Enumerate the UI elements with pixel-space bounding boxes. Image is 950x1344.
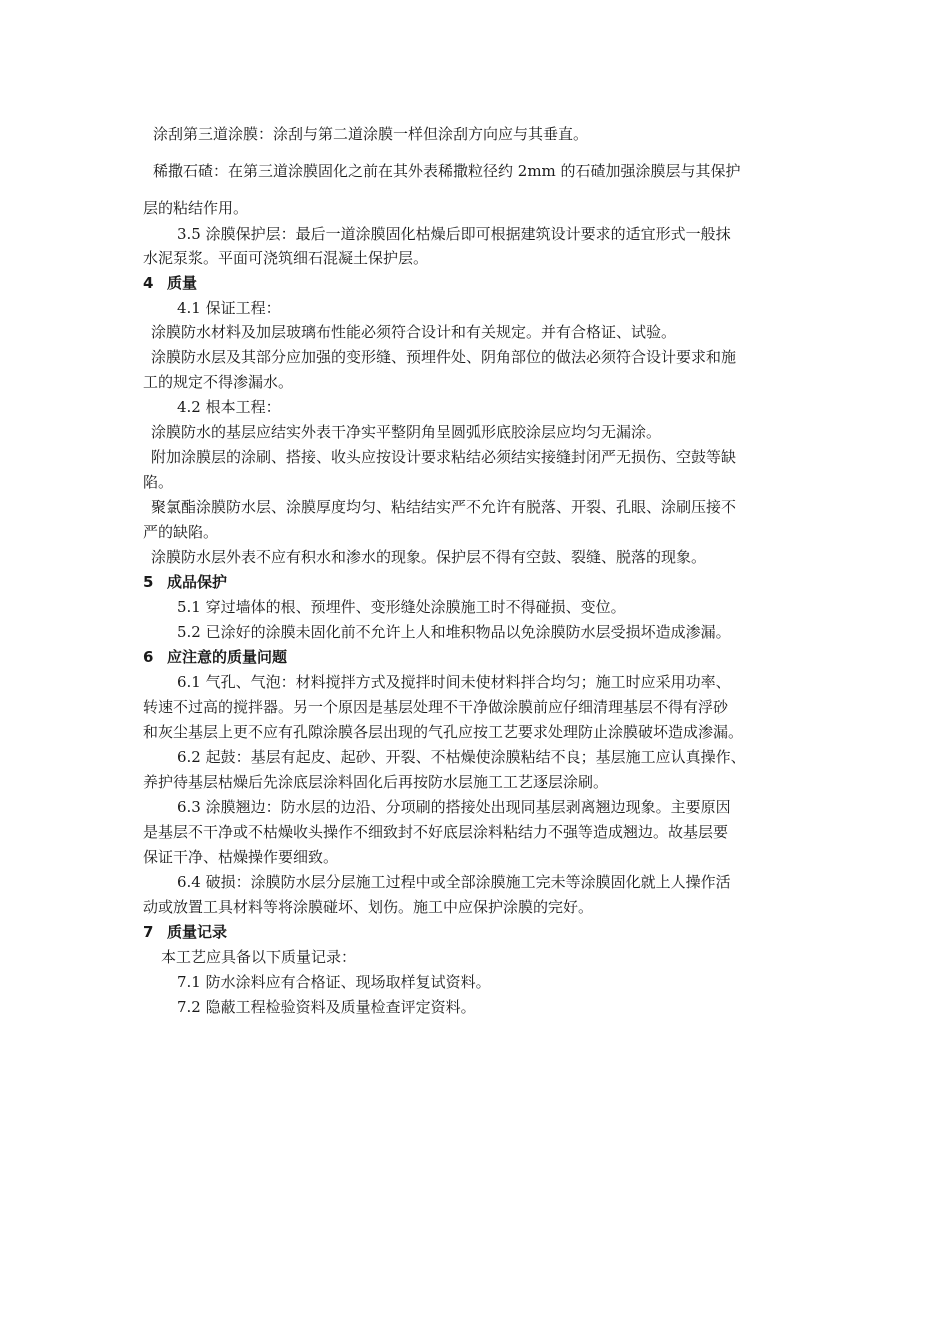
- subsection-6-1-line2: 转速不过高的搅拌器。另一个原因是基层处理不干净做涂膜前应仔细清理基层不得有浮砂: [143, 698, 729, 716]
- paragraph-gravel-line1: 稀撒石碴：在第三道涂膜固化之前在其外表稀撒粒径约 2mm 的石碴加强涂膜层与其保护: [153, 162, 741, 180]
- subsection-6-2-line1: 6.2 起鼓：基层有起皮、起砂、开裂、不枯燥使涂膜粘结不良；基层施工应认真操作、: [177, 748, 746, 766]
- section-title: 成品保护: [167, 573, 228, 591]
- paragraph-protective-layer-line2: 水泥泵浆。平面可浇筑细石混凝土保护层。: [143, 249, 429, 267]
- paragraph-4-1-b-line2: 工的规定不得渗漏水。: [143, 373, 294, 391]
- subsection-6-1-line1: 6.1 气孔、气泡：材料搅拌方式及搅拌时间未使材料拌合均匀；施工时应采用功率、: [177, 673, 731, 691]
- paragraph-4-2-b-line2: 陷。: [143, 473, 174, 491]
- section-title: 质量记录: [167, 923, 228, 941]
- paragraph-4-2-a: 涂膜防水的基层应结实外表干净实平整阴角呈圆弧形底胶涂层应均匀无漏涂。: [151, 423, 662, 441]
- subsection-4-1: 4.1 保证工程：: [177, 299, 281, 317]
- section-heading-7: [143, 922, 227, 942]
- subsection-4-2: 4.2 根本工程：: [177, 398, 281, 416]
- section-number: 4: [143, 274, 154, 292]
- subsection-7-2: 7.2 隐蔽工程检验资料及质量检查评定资料。: [177, 998, 476, 1016]
- section-title: 应注意的质量问题: [167, 648, 288, 666]
- paragraph-gravel-line2: 层的粘结作用。: [143, 199, 249, 217]
- paragraph-4-2-c-line2: 严的缺陷。: [143, 523, 219, 541]
- section-heading-6: [143, 647, 287, 667]
- paragraph-4-2-c-line1: 聚氯酯涂膜防水层、涂膜厚度均匀、粘结结实严不允许有脱落、开裂、孔眼、涂刷压接不: [151, 498, 737, 516]
- section-title: 质量: [167, 274, 198, 292]
- paragraph-third-coat: 涂刮第三道涂膜：涂刮与第二道涂膜一样但涂刮方向应与其垂直。: [153, 125, 589, 143]
- paragraph-7-intro: 本工艺应具备以下质量记录：: [161, 948, 357, 966]
- paragraph-4-2-b-line1: 附加涂膜层的涂刷、搭接、收头应按设计要求粘结必须结实接缝封闭严无损伤、空鼓等缺: [151, 448, 737, 466]
- section-heading-4: [143, 273, 197, 293]
- subsection-6-3-line2: 是基层不干净或不枯燥收头操作不细致封不好底层涂料粘结力不强等造成翘边。故基层要: [143, 823, 729, 841]
- section-number: 7: [143, 923, 154, 941]
- subsection-5-2: 5.2 已涂好的涂膜未固化前不允许上人和堆积物品以免涂膜防水层受损坏造成渗漏。: [177, 623, 731, 641]
- subsection-6-2-line2: 养护待基层枯燥后先涂底层涂料固化后再按防水层施工工艺逐层涂刷。: [143, 773, 609, 791]
- paragraph-4-1-b-line1: 涂膜防水层及其部分应加强的变形缝、预埋件处、阴角部位的做法必须符合设计要求和施: [151, 348, 737, 366]
- subsection-5-1: 5.1 穿过墙体的根、预埋件、变形缝处涂膜施工时不得碰损、变位。: [177, 598, 626, 616]
- subsection-6-1-line3: 和灰尘基层上更不应有孔隙涂膜各层出现的气孔应按工艺要求处理防止涂膜破坏造成渗漏。: [143, 723, 744, 741]
- subsection-6-4-line2: 动或放置工具材料等将涂膜碰坏、划伤。施工中应保护涂膜的完好。: [143, 898, 594, 916]
- subsection-6-3-line1: 6.3 涂膜翘边：防水层的边沿、分项刷的搭接处出现同基层剥离翘边现象。主要原因: [177, 798, 731, 816]
- section-heading-5: [143, 572, 227, 592]
- paragraph-4-1-a: 涂膜防水材料及加层玻璃布性能必须符合设计和有关规定。并有合格证、试验。: [151, 323, 677, 341]
- section-number: 5: [143, 573, 154, 591]
- subsection-6-4-line1: 6.4 破损：涂膜防水层分层施工过程中或全部涂膜施工完未等涂膜固化就上人操作活: [177, 873, 731, 891]
- paragraph-4-2-d: 涂膜防水层外表不应有积水和渗水的现象。保护层不得有空鼓、裂缝、脱落的现象。: [151, 548, 707, 566]
- section-number: 6: [143, 648, 154, 666]
- paragraph-protective-layer-line1: 3.5 涂膜保护层：最后一道涂膜固化枯燥后即可根据建筑设计要求的适宜形式一般抹: [177, 225, 731, 243]
- subsection-7-1: 7.1 防水涂料应有合格证、现场取样复试资料。: [177, 973, 491, 991]
- subsection-6-3-line3: 保证干净、枯燥操作要细致。: [143, 848, 339, 866]
